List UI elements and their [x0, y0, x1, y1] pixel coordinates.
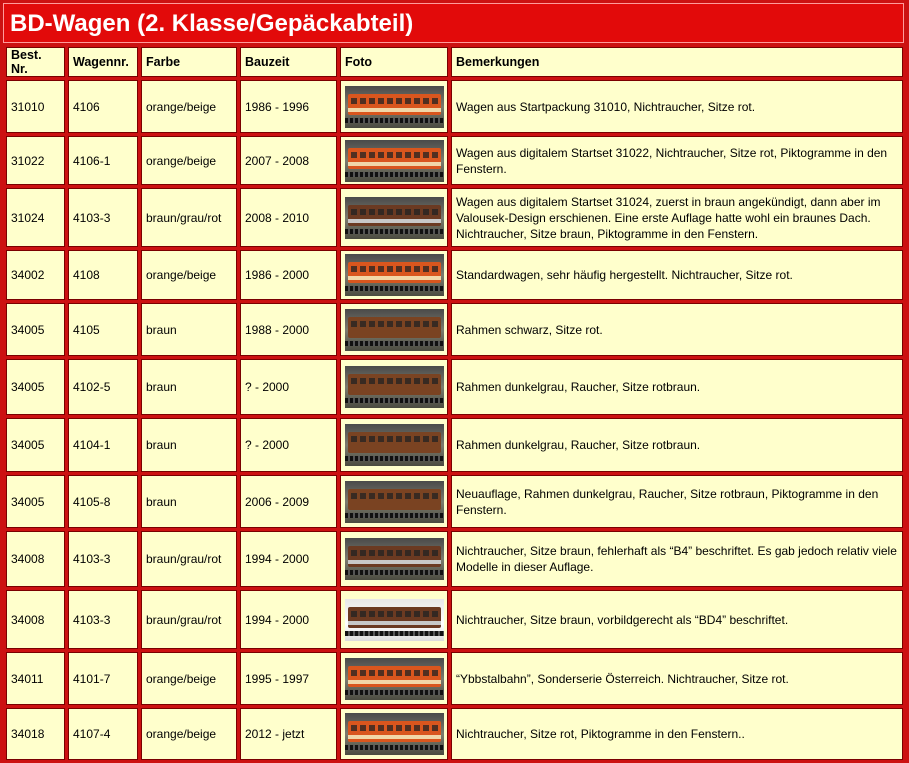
best-nr-cell: 34008 [6, 531, 65, 587]
photo-cell [340, 708, 448, 760]
best-nr-cell: 34011 [6, 652, 65, 705]
bemerkungen-cell: Neuauflage, Rahmen dunkelgrau, Raucher, Sitze rotbraun, Piktogramme in den Fenstern. [451, 475, 903, 528]
farbe-cell: braun/grau/rot [141, 531, 237, 587]
farbe-cell: braun [141, 418, 237, 472]
table-row [6, 652, 903, 705]
photo-cell [340, 652, 448, 705]
best-nr-cell: 34018 [6, 708, 65, 760]
photo-cell [340, 418, 448, 472]
bauzeit-cell: ? - 2000 [240, 418, 337, 472]
table-row [6, 708, 903, 760]
farbe-cell: orange/beige [141, 708, 237, 760]
wagennr-cell: 4103-3 [68, 531, 138, 587]
table-row [6, 590, 903, 649]
wagennr-cell: 4104-1 [68, 418, 138, 472]
bauzeit-cell: 2008 - 2010 [240, 188, 337, 247]
best-nr-cell: 34005 [6, 303, 65, 356]
bauzeit-cell: 2007 - 2008 [240, 136, 337, 185]
wagon-photo[interactable] [345, 599, 444, 641]
photo-cell [340, 250, 448, 300]
farbe-cell: braun [141, 303, 237, 356]
wagennr-cell: 4103-3 [68, 590, 138, 649]
wagennr-cell: 4106 [68, 80, 138, 133]
photo-cell [340, 303, 448, 356]
bauzeit-cell: 2012 - jetzt [240, 708, 337, 760]
wagon-photo[interactable] [345, 538, 444, 580]
bemerkungen-cell: Nichtraucher, Sitze rot, Piktogramme in den Fenstern.. [451, 708, 903, 760]
wagon-photo[interactable] [345, 140, 444, 182]
bemerkungen-cell: Nichtraucher, Sitze braun, fehlerhaft als “B4” beschriftet. Es gab jedoch relativ viele Modelle in dieser Auflage. [451, 531, 903, 587]
col-header-bauzeit: Bauzeit [240, 47, 337, 77]
best-nr-cell: 31024 [6, 188, 65, 247]
table-row [6, 531, 903, 587]
farbe-cell: braun [141, 359, 237, 415]
wagennr-cell: 4102-5 [68, 359, 138, 415]
photo-cell [340, 475, 448, 528]
farbe-cell: orange/beige [141, 652, 237, 705]
wagennr-cell: 4106-1 [68, 136, 138, 185]
page-title: BD-Wagen (2. Klasse/Gepäckabteil) [10, 10, 414, 37]
wagennr-cell: 4101-7 [68, 652, 138, 705]
bauzeit-cell: 1986 - 1996 [240, 80, 337, 133]
table-row [6, 359, 903, 415]
table-header-row [6, 47, 903, 77]
best-nr-cell: 34008 [6, 590, 65, 649]
wagon-table [3, 44, 906, 763]
bemerkungen-cell: Wagen aus digitalem Startset 31024, zuerst in braun angekündigt, dann aber im Valousek-Design erschienen. Eine erste Auflage hatte wohl ein braunes Dach. Nichtraucher, Sitze braun, Piktogramme in den Fenstern. [451, 188, 903, 247]
bauzeit-cell: 1994 - 2000 [240, 531, 337, 587]
best-nr-cell: 34005 [6, 418, 65, 472]
table-row [6, 418, 903, 472]
farbe-cell: orange/beige [141, 250, 237, 300]
farbe-cell: braun [141, 475, 237, 528]
wagon-photo[interactable] [345, 366, 444, 408]
best-nr-cell: 34002 [6, 250, 65, 300]
bauzeit-cell: 1995 - 1997 [240, 652, 337, 705]
bauzeit-cell: 1988 - 2000 [240, 303, 337, 356]
best-nr-cell: 31022 [6, 136, 65, 185]
photo-cell [340, 590, 448, 649]
table-body [6, 80, 903, 760]
bemerkungen-cell: Rahmen dunkelgrau, Raucher, Sitze rotbraun. [451, 359, 903, 415]
wagennr-cell: 4107-4 [68, 708, 138, 760]
bemerkungen-cell: Rahmen dunkelgrau, Raucher, Sitze rotbraun. [451, 418, 903, 472]
wagon-photo[interactable] [345, 713, 444, 755]
col-header-foto: Foto [340, 47, 448, 77]
bemerkungen-cell: Rahmen schwarz, Sitze rot. [451, 303, 903, 356]
wagennr-cell: 4105 [68, 303, 138, 356]
wagennr-cell: 4105-8 [68, 475, 138, 528]
wagon-photo[interactable] [345, 86, 444, 128]
table-row [6, 475, 903, 528]
col-header-wagennr: Wagennr. [68, 47, 138, 77]
col-header-best-nr: Best. Nr. [6, 47, 65, 77]
wagon-photo[interactable] [345, 197, 444, 239]
bemerkungen-cell: Nichtraucher, Sitze braun, vorbildgerecht als “BD4” beschriftet. [451, 590, 903, 649]
photo-cell [340, 359, 448, 415]
wagennr-cell: 4103-3 [68, 188, 138, 247]
farbe-cell: orange/beige [141, 80, 237, 133]
best-nr-cell: 34005 [6, 475, 65, 528]
wagon-photo[interactable] [345, 254, 444, 296]
page-header [3, 3, 904, 43]
col-header-bemerkungen: Bemerkungen [451, 47, 903, 77]
bemerkungen-cell: Wagen aus digitalem Startset 31022, Nichtraucher, Sitze rot, Piktogramme in den Fenstern. [451, 136, 903, 185]
table-row [6, 188, 903, 247]
wagennr-cell: 4108 [68, 250, 138, 300]
bemerkungen-cell: Wagen aus Startpackung 31010, Nichtraucher, Sitze rot. [451, 80, 903, 133]
wagon-photo[interactable] [345, 424, 444, 466]
table-row [6, 250, 903, 300]
table-row [6, 80, 903, 133]
bauzeit-cell: ? - 2000 [240, 359, 337, 415]
photo-cell [340, 531, 448, 587]
bauzeit-cell: 2006 - 2009 [240, 475, 337, 528]
photo-cell [340, 136, 448, 185]
farbe-cell: braun/grau/rot [141, 590, 237, 649]
bauzeit-cell: 1986 - 2000 [240, 250, 337, 300]
farbe-cell: braun/grau/rot [141, 188, 237, 247]
best-nr-cell: 34005 [6, 359, 65, 415]
table-row [6, 303, 903, 356]
wagon-photo[interactable] [345, 658, 444, 700]
wagon-photo[interactable] [345, 309, 444, 351]
photo-cell [340, 188, 448, 247]
col-header-farbe: Farbe [141, 47, 237, 77]
farbe-cell: orange/beige [141, 136, 237, 185]
bauzeit-cell: 1994 - 2000 [240, 590, 337, 649]
table-row [6, 136, 903, 185]
wagon-photo[interactable] [345, 481, 444, 523]
bemerkungen-cell: “Ybbstalbahn”, Sonderserie Österreich. Nichtraucher, Sitze rot. [451, 652, 903, 705]
bemerkungen-cell: Standardwagen, sehr häufig hergestellt. Nichtraucher, Sitze rot. [451, 250, 903, 300]
photo-cell [340, 80, 448, 133]
best-nr-cell: 31010 [6, 80, 65, 133]
